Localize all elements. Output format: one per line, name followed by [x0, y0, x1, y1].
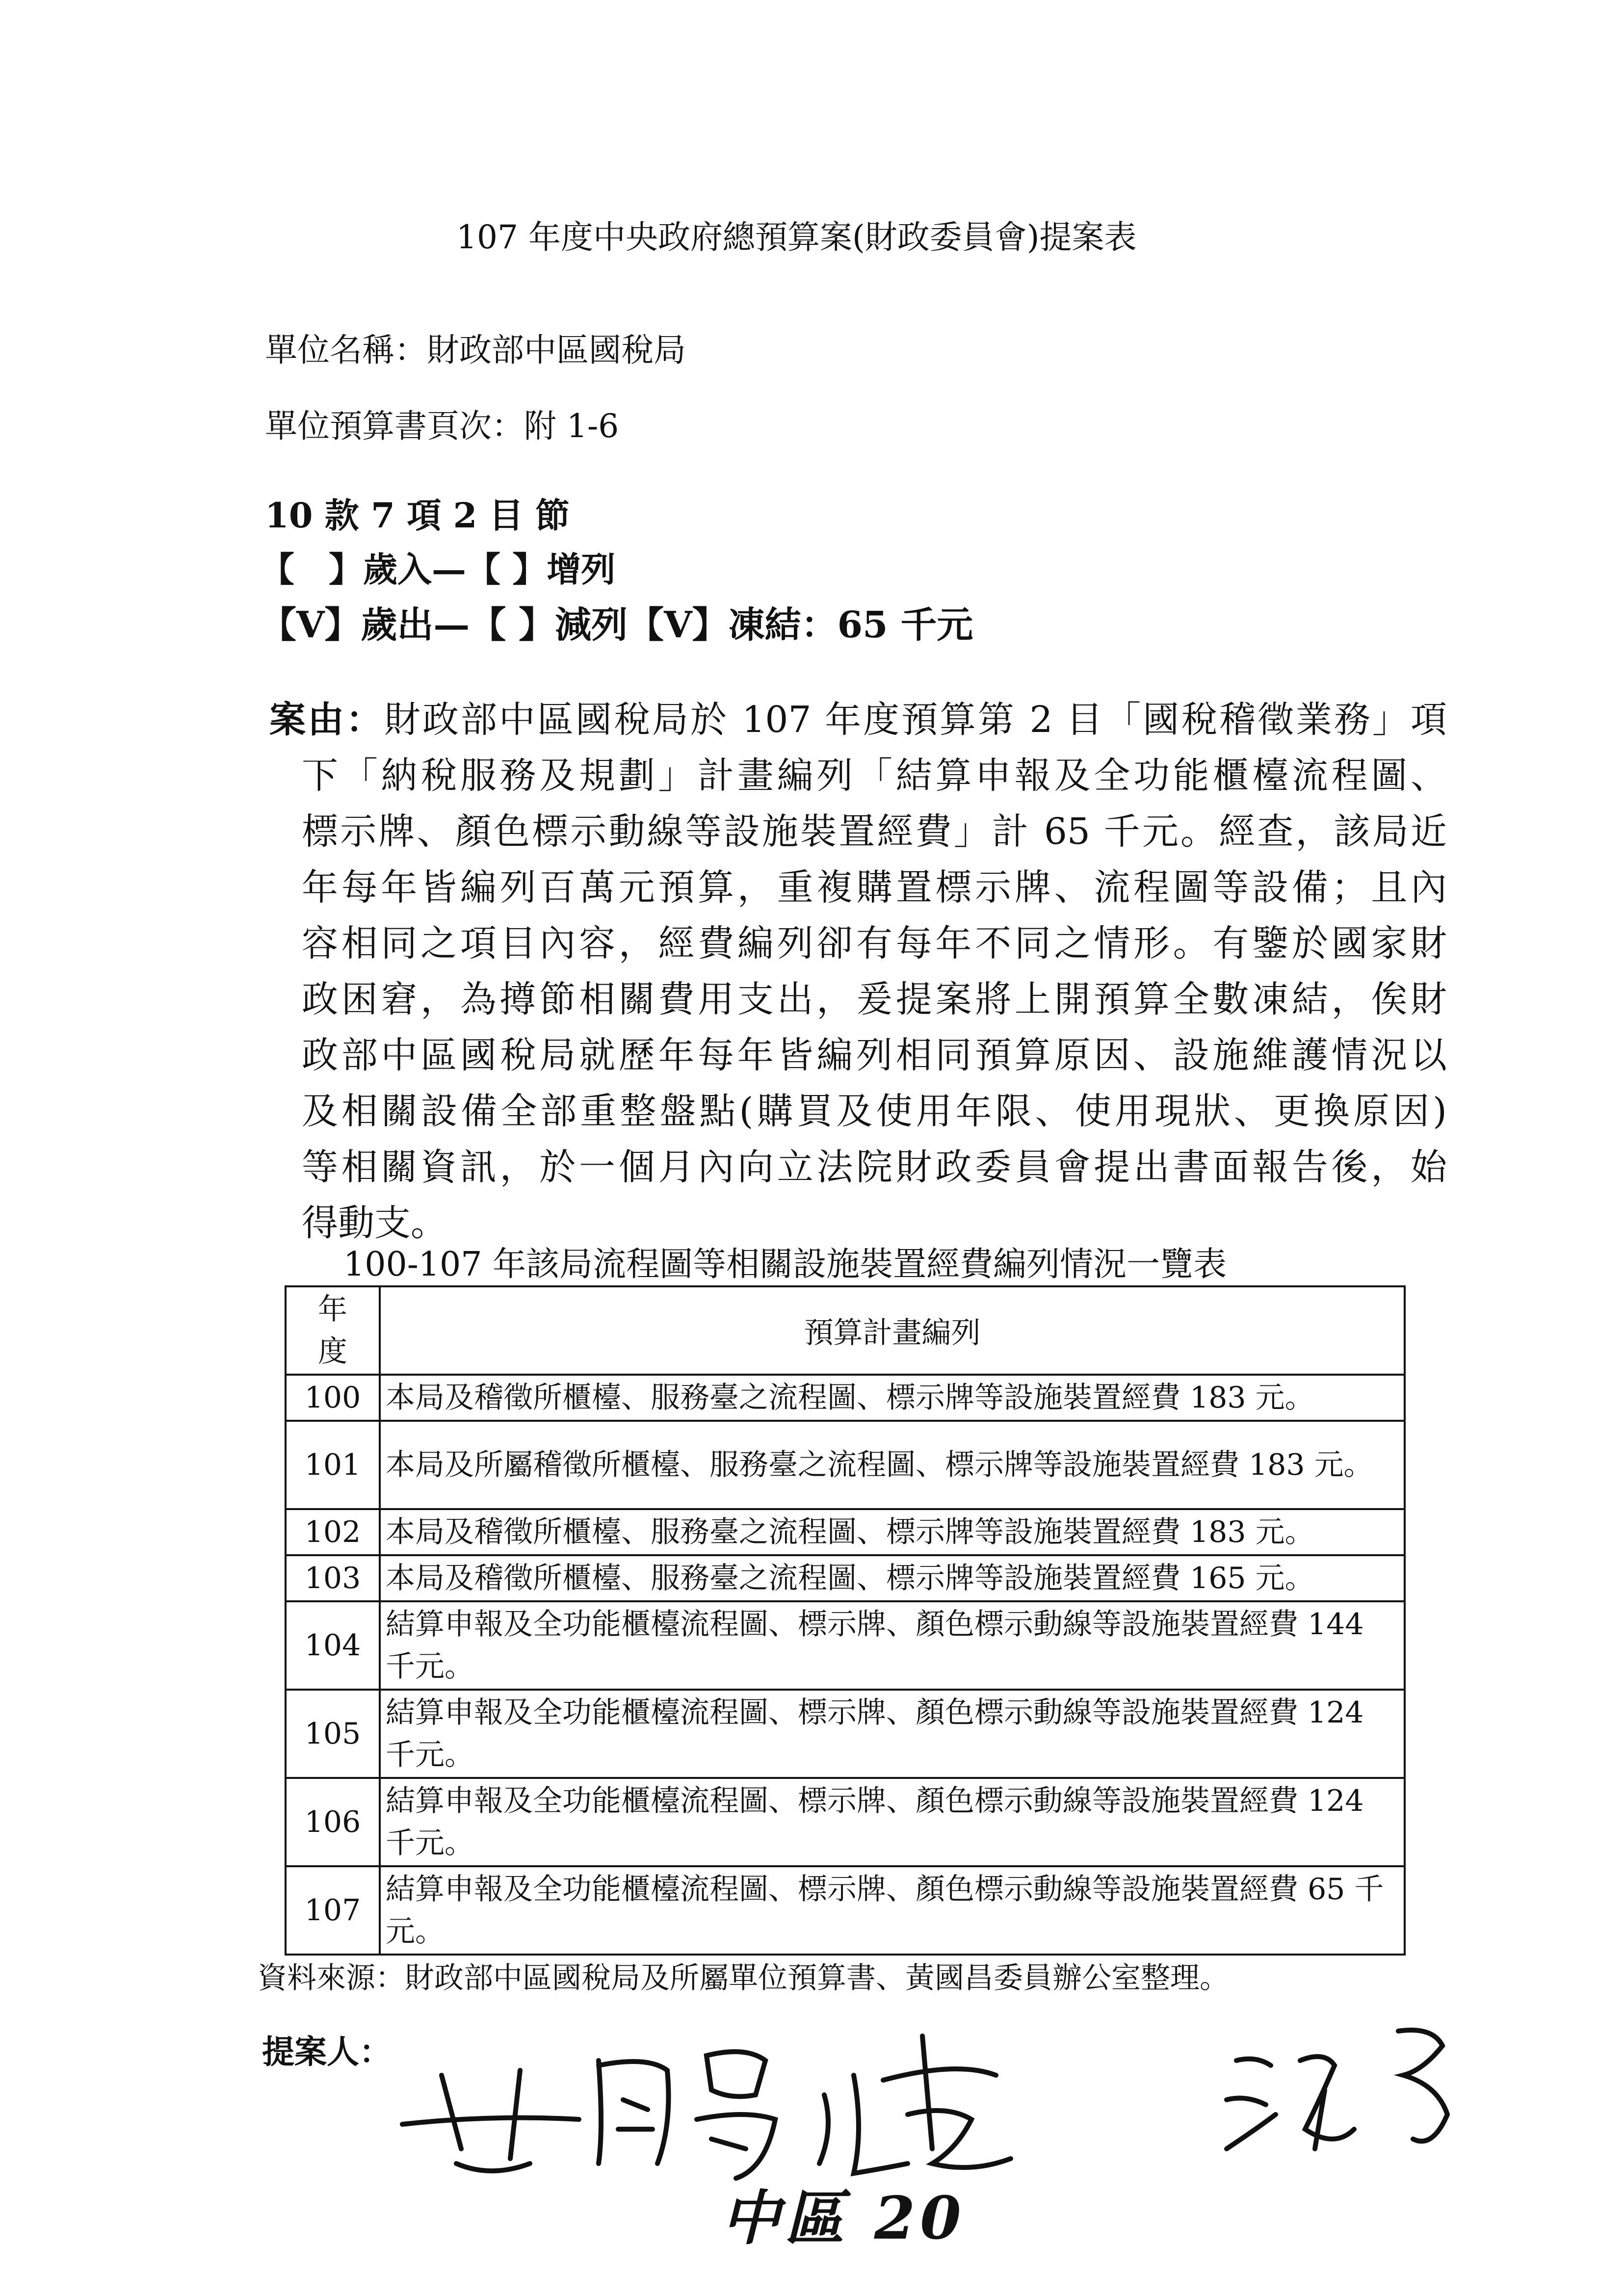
row-budget-desc: 本局及稽徵所櫃檯、服務臺之流程圖、標示牌等設施裝置經費 165 元。	[380, 1555, 1405, 1601]
expense-line: 【V】歲出—【 】減列【V】凍結：65 千元	[260, 604, 973, 646]
row-budget-desc: 結算申報及全功能櫃檯流程圖、標示牌、顏色標示動線等設施裝置經費 65 千元。	[380, 1866, 1405, 1955]
reason-line: 等相關資訊，於一個月內向立法院財政委員會提出書面報告後，始	[302, 1146, 1447, 1188]
row-year: 107	[286, 1866, 380, 1955]
revenue-line: 【 】歲入—【 】增列	[260, 549, 616, 590]
reason-line: 政部中區國稅局就歷年每年皆編列相同預算原因、設施維護情況以	[302, 1034, 1447, 1076]
header-budget-plan: 預算計畫編列	[380, 1286, 1405, 1375]
reason-line: 容相同之項目內容，經費編列卻有每年不同之情形。有鑒於國家財	[302, 922, 1447, 965]
reason-line	[269, 692, 1447, 748]
row-year: 100	[286, 1375, 380, 1421]
row-budget-desc: 本局及稽徵所櫃檯、服務臺之流程圖、標示牌等設施裝置經費 183 元。	[380, 1375, 1405, 1421]
signature-3	[1227, 2030, 1447, 2149]
row-year: 106	[286, 1778, 380, 1866]
row-budget-desc: 結算申報及全功能櫃檯流程圖、標示牌、顏色標示動線等設施裝置經費 144 千元。	[380, 1601, 1405, 1690]
budget-section: 10 款 7 項 2 目 節	[265, 495, 570, 536]
row-year: 104	[286, 1601, 380, 1690]
table-title: 100-107 年該局流程圖等相關設施裝置經費編列情況一覽表	[343, 1245, 1227, 1284]
reason-paragraph	[269, 692, 1447, 1251]
handwritten-page-mark: 中區 20	[721, 2184, 966, 2253]
table-row	[286, 1601, 1405, 1690]
reason-label: 案由：	[269, 699, 384, 741]
table-header-row	[286, 1286, 1405, 1375]
table-row	[286, 1375, 1405, 1421]
row-budget-desc: 本局及所屬稽徵所櫃檯、服務臺之流程圖、標示牌等設施裝置經費 183 元。	[380, 1421, 1405, 1509]
row-year: 103	[286, 1555, 380, 1601]
row-budget-desc: 結算申報及全功能櫃檯流程圖、標示牌、顏色標示動線等設施裝置經費 124 千元。	[380, 1690, 1405, 1778]
table-row	[286, 1778, 1405, 1866]
unit-budget-page: 單位預算書頁次：附 1-6	[265, 407, 619, 445]
table-row	[286, 1421, 1405, 1509]
table-row	[286, 1555, 1405, 1601]
signature-2	[819, 2036, 1011, 2173]
reason-line: 年每年皆編列百萬元預算，重複購置標示牌、流程圖等設備；且內	[302, 866, 1447, 909]
row-year: 102	[286, 1509, 380, 1555]
reason-line: 標示牌、顏色標示動線等設施裝置經費」計 65 千元。經查，該局近	[302, 810, 1447, 853]
row-budget-desc: 本局及稽徵所櫃檯、服務臺之流程圖、標示牌等設施裝置經費 183 元。	[380, 1509, 1405, 1555]
table-row	[286, 1509, 1405, 1555]
row-budget-desc: 結算申報及全功能櫃檯流程圖、標示牌、顏色標示動線等設施裝置經費 124 千元。	[380, 1778, 1405, 1866]
budget-history-table	[285, 1285, 1406, 1956]
reason-text: 財政部中區國稅局於 107 年度預算第 2 目「國稅稽徵業務」項	[384, 699, 1447, 741]
reason-line: 得動支。	[302, 1202, 447, 1244]
table-row	[286, 1690, 1405, 1778]
unit-name: 單位名稱：財政部中區國稅局	[265, 331, 686, 369]
signature-1	[402, 2052, 775, 2178]
handwritten-signatures	[393, 2002, 1521, 2208]
reason-line: 及相關設備全部重整盤點(購買及使用年限、使用現狀、更換原因)	[302, 1090, 1447, 1132]
data-source: 資料來源：財政部中區國稅局及所屬單位預算書、黃國昌委員辦公室整理。	[258, 1961, 1229, 1995]
table-row	[286, 1866, 1405, 1955]
header-year-char: 度	[318, 1334, 347, 1369]
row-year: 105	[286, 1690, 380, 1778]
reason-line: 下「納稅服務及規劃」計畫編列「結算申報及全功能櫃檯流程圖、	[302, 755, 1447, 797]
header-year	[286, 1286, 380, 1375]
reason-line: 政困窘，為撙節相關費用支出，爰提案將上開預算全數凍結，俟財	[302, 978, 1447, 1020]
document-title: 107 年度中央政府總預算案(財政委員會)提案表	[456, 218, 1137, 256]
header-year-char: 年	[318, 1292, 347, 1327]
proposer-label: 提案人：	[262, 2033, 392, 2071]
row-year: 101	[286, 1421, 380, 1509]
